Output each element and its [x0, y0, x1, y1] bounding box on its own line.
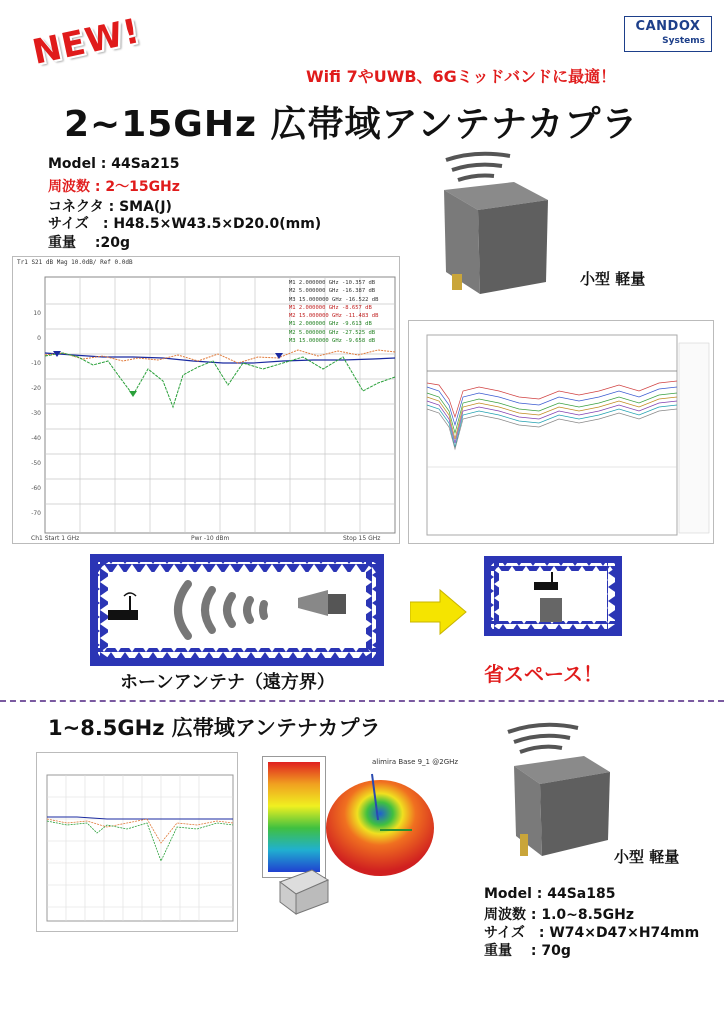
color-scale	[268, 762, 320, 872]
page-title: 2~15GHz 広帯域アンテナカプラ	[64, 104, 639, 145]
y-tick-labels	[17, 301, 41, 526]
section-divider	[0, 700, 724, 702]
product-label-1: 小型 軽量	[580, 270, 646, 288]
spec-connector: コネクタ : SMA(J)	[48, 199, 172, 215]
spec-frequency: 周波数 : 2～15GHz	[48, 179, 180, 195]
marker-row: M1 2.000000 GHz -10.357 dB	[289, 280, 376, 286]
product-44sa185-image	[498, 716, 620, 874]
multi-trace-plot	[409, 321, 713, 543]
new-badge: NEW!	[29, 11, 144, 73]
horn-caption: ホーンアンテナ（遠方界）	[120, 672, 335, 693]
spec2-frequency: 周波数 : 1.0~8.5GHz	[484, 907, 635, 923]
y-tick: 0	[37, 335, 41, 342]
y-tick: 10	[33, 310, 41, 317]
y-tick: -30	[31, 410, 41, 417]
coupler-model-icon	[276, 866, 332, 916]
spec-weight: 重量 :20g	[48, 235, 130, 251]
y-tick: -10	[31, 360, 41, 367]
multi-trace-chart	[408, 320, 714, 544]
marker-row: M1 2.000000 GHz -9.613 dB	[289, 321, 372, 328]
y-tick: -60	[31, 485, 41, 492]
product-label-2: 小型 軽量	[614, 848, 680, 866]
y-tick: -50	[31, 460, 41, 467]
small-s-parameter-chart	[36, 752, 238, 932]
chart-footer-left: Ch1 Start 1 GHz	[31, 535, 80, 542]
small-chart-plot	[37, 753, 237, 931]
y-tick: -70	[31, 510, 41, 517]
radiation-label: alimira Base 9_1 @2GHz	[372, 758, 459, 766]
spec2-model: Model : 44Sa185	[484, 886, 616, 902]
coupler-icon	[540, 598, 562, 622]
marker-table	[289, 279, 393, 345]
y-tick: -20	[31, 385, 41, 392]
chart-header: Tr1 S21 dB Mag 10.0dB/ Ref 0.0dB	[17, 259, 133, 266]
chart-footer-mid: Pwr -10 dBm	[191, 535, 230, 542]
spec2-weight: 重量 : 70g	[484, 943, 571, 959]
logo-line1: CANDOX	[635, 19, 701, 34]
spec-size: サイズ : H48.5×W43.5×D20.0(mm)	[48, 216, 322, 232]
marker-row: M2 5.000000 GHz -27.525 dB	[289, 329, 376, 336]
tagline: Wifi 7やUWB、6Gミッドバンドに最適！	[306, 67, 617, 86]
logo-line2: Systems	[662, 36, 705, 46]
spec2-size: サイズ : W74×D47×H74mm	[484, 925, 700, 941]
product-44sa215-image	[436, 144, 556, 304]
marker-row: M1 2.000000 GHz -8.657 dB	[289, 304, 372, 311]
company-logo	[624, 16, 712, 52]
marker-row: M2 15.000000 GHz -11.483 dB	[289, 313, 379, 320]
spec-model: Model : 44Sa215	[48, 156, 180, 172]
marker-row: M3 15.000000 GHz -9.658 dB	[289, 338, 376, 345]
marker-row: M3 15.000000 GHz -16.522 dB	[289, 296, 379, 303]
radiation-pattern-3d	[320, 770, 440, 880]
coupler-frame	[484, 556, 622, 636]
y-tick: -40	[31, 435, 41, 442]
right-arrow-icon	[410, 588, 468, 636]
section-title: 1~8.5GHz 広帯域アンテナカプラ	[48, 716, 381, 740]
marker-row: M2 5.000000 GHz -16.387 dB	[289, 288, 376, 295]
s-parameter-chart	[12, 256, 400, 544]
radiation-legend	[262, 756, 326, 878]
horn-antenna-frame	[90, 554, 384, 666]
space-saving-caption: 省スペース！	[484, 662, 603, 686]
chart-footer-right: Stop 15 GHz	[343, 535, 381, 542]
